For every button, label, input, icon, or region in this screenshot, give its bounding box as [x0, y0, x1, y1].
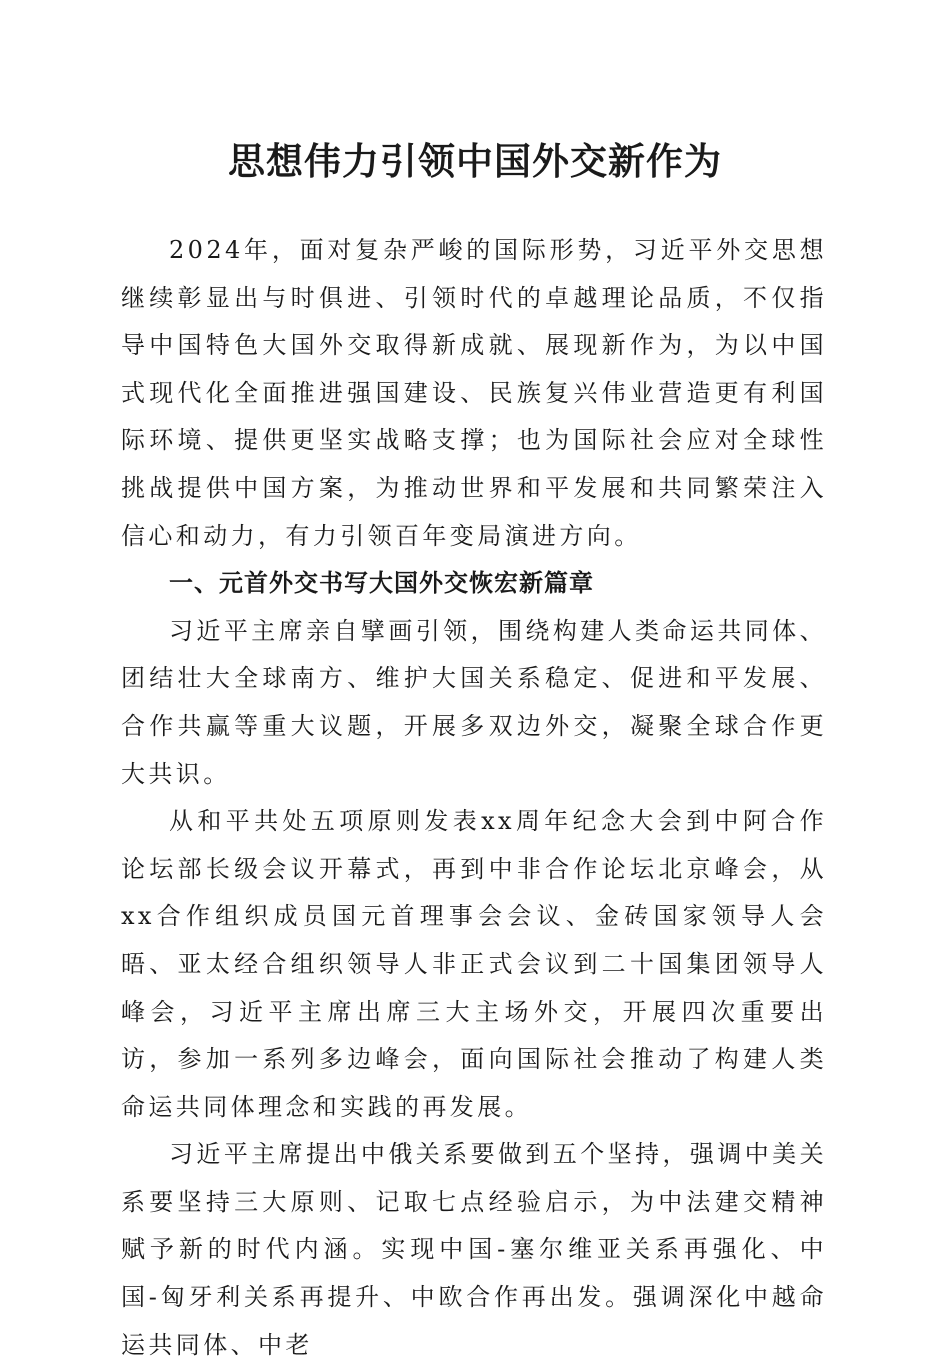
- document-body: [121, 227, 827, 1369]
- document-title: 思想伟力引领中国外交新作为: [228, 139, 722, 183]
- paragraph: 从和平共处五项原则发表xx周年纪念大会到中阿合作论坛部长级会议开幕式，再到中非合作论坛北京峰会，从xx合作组织成员国元首理事会会议、金砖国家领导人会晤、亚太经合组织领导人非正式会议到二十国集团领导人峰会，习近平主席出席三大主场外交，开展四次重要出访，参加一系列多边峰会，面向国际社会推动了构建人类命运共同体理念和实践的再发展。: [121, 807, 827, 1121]
- paragraph: 习近平主席亲自擘画引领，围绕构建人类命运共同体、团结壮大全球南方、维护大国关系稳定、促进和平发展、合作共赢等重大议题，开展多双边外交，凝聚全球合作更大共识。: [121, 616, 827, 788]
- paragraph: 习近平主席提出中俄关系要做到五个坚持，强调中美关系要坚持三大原则、记取七点经验启示，为中法建交精神赋予新的时代内涵。实现中国-塞尔维亚关系再强化、中国-匈牙利关系再提升、中欧合作再出发。强调深化中越命运共同体、中老: [121, 1140, 827, 1359]
- paragraph-intro: 2024年，面对复杂严峻的国际形势，习近平外交思想继续彰显出与时俱进、引领时代的卓越理论品质，不仅指导中国特色大国外交取得新成就、展现新作为，为以中国式现代化全面推进强国建设、民族复兴伟业营造更有利国际环境、提供更坚实战略支撑；也为国际社会应对全球性挑战提供中国方案，为推动世界和平发展和共同繁荣注入信心和动力，有力引领百年变局演进方向。: [121, 236, 827, 550]
- section-heading-1: 一、元首外交书写大国外交恢宏新篇章: [169, 569, 594, 598]
